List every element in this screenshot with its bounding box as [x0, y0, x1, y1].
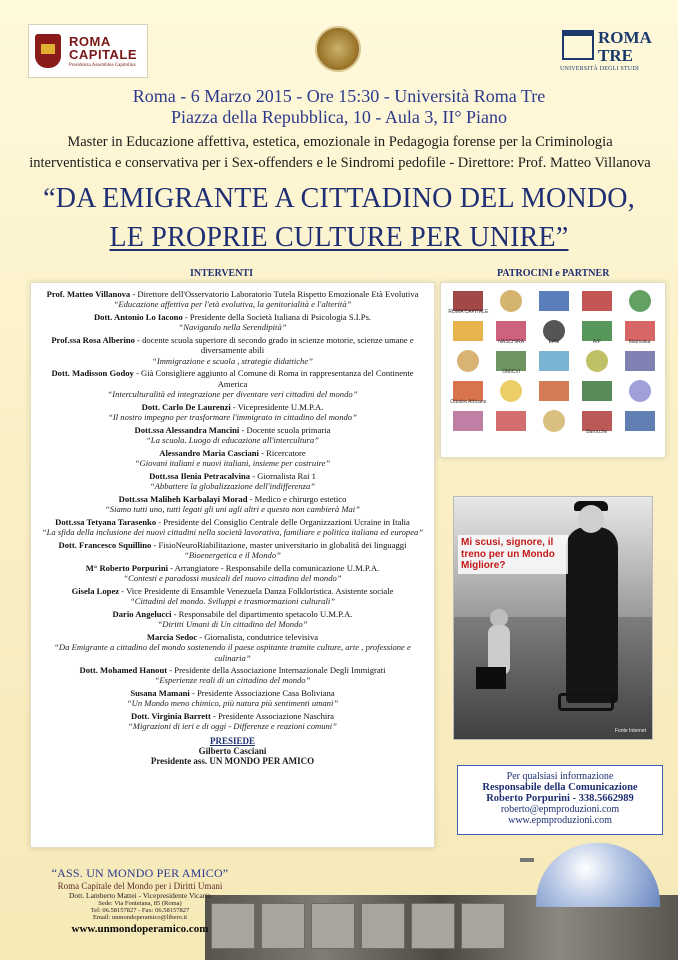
- partner-logo-mark: [496, 351, 526, 371]
- speaker-line: [37, 632, 428, 642]
- speaker-name: Susana Mamani: [130, 687, 190, 698]
- roma-tre-line1: ROMA: [598, 28, 652, 47]
- partner-logo-grid: [447, 289, 661, 433]
- speaker-line: [37, 711, 428, 721]
- speaker-role: - Vicepresidente U.M.P.A.: [230, 401, 324, 412]
- speaker-role: - Presidente della Società Italiana di Psicologia S.I.Ps.: [182, 311, 372, 322]
- partner-logo: [618, 409, 661, 433]
- partner-logo: [575, 319, 618, 343]
- association-block: [20, 866, 260, 935]
- speaker-line: [37, 402, 428, 412]
- association-phone: Tel: 06.58157827 - Fax: 06.58157827: [90, 907, 190, 914]
- partner-logo-label: Matrioska: [628, 339, 651, 345]
- speaker-entry: [37, 494, 428, 515]
- roma-crest-icon: [35, 34, 61, 68]
- partner-logo-mark: [453, 321, 483, 341]
- speaker-name: M° Roberto Porpurini: [85, 562, 168, 573]
- speaker-role: - Presidente della Associazione Internazionale Degli Immigrati: [167, 664, 386, 675]
- speaker-name: Prof. Matteo Villanova: [46, 289, 131, 299]
- speaker-quote: “La scuola. Luogo di educazione all'intercultura”: [146, 435, 319, 446]
- presiede-title: Presidente ass. UN MONDO PER AMICO: [150, 755, 315, 766]
- partner-logo-mark: [582, 291, 612, 311]
- partners-panel: [440, 282, 666, 458]
- partner-logo: [575, 379, 618, 403]
- speaker-line: [37, 471, 428, 481]
- partner-logo: [490, 349, 533, 373]
- partner-logo-mark: [629, 290, 651, 312]
- speaker-line: [37, 540, 428, 550]
- partner-logo: [575, 409, 618, 433]
- info-line-1: Per qualsiasi informazione: [506, 771, 614, 782]
- speaker-name: Dott.ssa Tetyana Tarasenko: [55, 516, 157, 527]
- roma-capitale-line1: ROMA: [69, 33, 111, 49]
- partner-logo: [533, 379, 576, 403]
- speaker-entry: [37, 540, 428, 561]
- master-line-1: Master in Educazione affettiva, estetica, emozionale in Pedagogia forense per la Criminologia: [67, 134, 613, 150]
- info-line-2: Responsabile della Comunicazione: [482, 782, 638, 793]
- main-title-line-2: LE PROPRIE CULTURE PER UNIRE”: [109, 222, 569, 253]
- speaker-name: Dott.ssa Alessandra Mancini: [134, 424, 240, 435]
- speaker-quote: “Giovani italiani e nuovi italiani, insieme per costruire”: [134, 458, 331, 469]
- partner-logo: [533, 319, 576, 343]
- speaker-line: [37, 665, 428, 675]
- speaker-name: Prof.ssa Rosa Alberino: [51, 334, 135, 345]
- partner-logo: [490, 319, 533, 343]
- speaker-quote: “Il nostro impegno per trasformare l'immigrato in cittadino del mondo”: [108, 412, 357, 423]
- speaker-quote: “Navigando nella Serendipità”: [178, 322, 287, 333]
- roma-tre-line2: TRE: [598, 46, 633, 65]
- partner-logo-mark: [457, 350, 479, 372]
- partner-logo: [533, 349, 576, 373]
- speaker-name: Dott. Francesco Squillino: [58, 539, 152, 550]
- partner-logo: [533, 289, 576, 313]
- partner-logo: [575, 289, 618, 313]
- speaker-entry: [37, 517, 428, 538]
- speaker-entry: [37, 586, 428, 607]
- speaker-role: - Ricercatore: [258, 447, 306, 458]
- partner-logo-mark: [496, 411, 526, 431]
- speaker-role: - Già Consigliere aggiunto al Comune di Roma in rappresentanza del Continente America: [133, 368, 414, 389]
- speaker-role: - Arrangiatore - Responsabile della comunicazione U.M.P.A.: [167, 562, 380, 573]
- speaker-name: Alessandro Maria Casciani: [159, 447, 259, 458]
- speaker-quote: “Immigrazione e scuola , strategie didattiche”: [152, 355, 313, 366]
- speaker-role: - Vice Presidente di Ensamble Venezuela Danza Folkloristica. Asistente sociale: [119, 585, 394, 596]
- conductor-figure: [566, 527, 618, 703]
- speaker-quote: “Migrazioni di ieri e di oggi - Differenze e reazioni comuni”: [128, 721, 337, 732]
- speaker-name: Dott. Antonio Lo Iacono: [93, 311, 183, 322]
- info-website[interactable]: www.epmproduzioni.com: [508, 815, 612, 826]
- speaker-line: [37, 289, 428, 299]
- partner-logo: [490, 379, 533, 403]
- speaker-line: [37, 688, 428, 698]
- interventi-panel: [30, 282, 435, 848]
- partner-logo: [490, 289, 533, 313]
- partner-logo-mark: [582, 321, 612, 341]
- speaker-role: - docente scuola superiore di secondo grado in scienze motorie, scienze umane e diversamente abili: [134, 334, 414, 356]
- speaker-entry: [37, 425, 428, 446]
- contact-info-box: [457, 765, 663, 835]
- interventi-heading: INTERVENTI: [190, 268, 253, 279]
- info-email[interactable]: roberto@epmproduzioni.com: [500, 804, 620, 815]
- speaker-entry: [37, 312, 428, 333]
- speaker-role: - FisioNeuroRiabilitazione, master universitario in globalità dei linguaggi: [151, 539, 407, 550]
- partner-logo-mark: [625, 411, 655, 431]
- partner-logo: [447, 409, 490, 433]
- building-icon: [562, 30, 594, 60]
- event-address-line: Piazza della Repubblica, 10 - Aula 3, II° Piano: [170, 107, 508, 127]
- presiede-name: Gilberto Casciani: [198, 745, 267, 756]
- partner-logo: [447, 289, 490, 313]
- speaker-name: Gisela Lopez: [71, 585, 120, 596]
- speaker-entry: [37, 448, 428, 469]
- speaker-line: [37, 335, 428, 356]
- center-association-logo: [308, 20, 368, 82]
- speaker-role: - Responsabile del dipartimento spetacolo U.M.P.A.: [171, 608, 353, 619]
- speaker-name: Dario Angelucci: [112, 608, 172, 619]
- partner-logo-mark: [586, 350, 608, 372]
- speaker-entry: [37, 665, 428, 686]
- association-people: Dott. Lamberto Mattei - Vicepresidente Vicario: [68, 891, 212, 900]
- partner-logo-mark: [625, 321, 655, 341]
- partner-logo: [447, 319, 490, 343]
- partner-logo: [533, 409, 576, 433]
- speaker-role: - Presidente Associazione Naschira: [210, 710, 334, 721]
- speaker-role: - Medico e chirurgo estetico: [247, 493, 347, 504]
- train-station-photo: [453, 496, 653, 740]
- partner-logo-mark: [543, 410, 565, 432]
- speaker-line: [37, 609, 428, 619]
- speaker-entry: [37, 368, 428, 399]
- speaker-quote: “Esperienze reali di un cittadino del mondo”: [154, 675, 311, 686]
- photo-source: Fonte Internet: [614, 728, 646, 734]
- partner-logo-label: NASCHIRA: [498, 339, 525, 345]
- partner-logo: [490, 409, 533, 433]
- speaker-quote: “Un Mondo meno chimico, più natura più sentimenti umani”: [126, 698, 339, 709]
- speaker-entry: [37, 402, 428, 423]
- partner-logo-mark: [453, 291, 483, 311]
- partner-logo-mark: [629, 380, 651, 402]
- partner-logo-mark: [500, 380, 522, 402]
- event-date-line: Roma - 6 Marzo 2015 - Ore 15:30 - Università Roma Tre: [132, 86, 546, 106]
- speaker-role: - Presidente Associazione Casa Boliviana: [189, 687, 335, 698]
- speaker-quote: “Diritti Umani di Un cittadino del Mondo”: [157, 619, 308, 630]
- photo-caption: Mi scusi, signore, il treno per un Mondo Migliore?: [458, 535, 568, 574]
- speaker-quote: “Cittadini del mondo. Sviluppi e trasmormazioni culturali”: [129, 596, 336, 607]
- speaker-role: - Direttore dell'Osservatorio Laboratorio Tutela Rispetto Emozionale Età Evolutiva: [130, 289, 419, 299]
- speaker-line: [37, 368, 428, 389]
- master-line-2: interventistica e conservativa per i Sex-offenders e le Sindromi pedofile - Direttore: Prof. Matteo Villanova: [29, 155, 651, 171]
- partner-logo-mark: [539, 351, 569, 371]
- partner-logo-mark: [582, 381, 612, 401]
- speaker-line: [37, 563, 428, 573]
- roma-capitale-line2: CAPITALE: [69, 46, 138, 62]
- speaker-entry: [37, 688, 428, 709]
- presiede-label: PRESIEDE: [209, 735, 255, 746]
- speaker-line: [37, 517, 428, 527]
- partner-logo-label: EPM: [548, 339, 560, 345]
- speaker-quote: “Educazione affettiva per l'età evolutiva, la genitorialità e l'alterità”: [113, 299, 352, 310]
- partner-logo: [618, 289, 661, 313]
- partner-logo: [447, 379, 490, 403]
- association-website[interactable]: www.unmondoperamico.com: [71, 923, 209, 935]
- association-address: Sede: Via Fonteiana, 85 (Roma): [98, 900, 182, 907]
- partner-logo-mark: [582, 411, 612, 431]
- speaker-role: - Giornalista, condutrice televisiva: [197, 631, 319, 642]
- speaker-name: Dott. Carlo De Laurenzi: [141, 401, 231, 412]
- speaker-quote: “Da Emigrante a cittadino del mondo sostenendo il paese ospitante tramite culture, arte , professione e culinaria”: [54, 642, 411, 663]
- roma-capitale-line3: Presidenza Assemblea Capitolina: [69, 62, 136, 68]
- partner-logo-mark: [453, 411, 483, 431]
- partner-logo-label: ROMA CAPITALE: [448, 309, 489, 315]
- speaker-role: - Presidente del Consiglio Centrale delle Organizzazioni Ucraine in Italia: [156, 516, 410, 527]
- speaker-quote: “Abbattere la globalizzazione dell'indifferenza”: [149, 481, 316, 492]
- speaker-line: [37, 494, 428, 504]
- association-name: “ASS. UN MONDO PER AMICO”: [51, 866, 229, 880]
- partner-logo-label: Ottobre Africano: [450, 399, 487, 405]
- partner-logo-mark: [453, 381, 483, 401]
- speaker-role: - Giornalista Rai 1: [250, 470, 316, 481]
- partner-logo-mark: [496, 321, 526, 341]
- airplane-icon: [520, 858, 534, 862]
- speaker-name: Dott.ssa Ilenia Petracalvina: [149, 470, 251, 481]
- speaker-entry: [37, 609, 428, 630]
- partner-logo: [575, 349, 618, 373]
- roma-tre-logo: [558, 24, 652, 78]
- speaker-entry: [37, 335, 428, 366]
- roma-tre-line3: UNIVERSITÀ DEGLI STUDI: [560, 66, 640, 72]
- speaker-name: Dott. Virginia Barrett: [131, 710, 211, 721]
- speaker-name: Dott. Madisson Godoy: [51, 368, 134, 379]
- speaker-role: - Docente scuola primaria: [239, 424, 331, 435]
- speaker-entry: [37, 711, 428, 732]
- speaker-line: [37, 586, 428, 596]
- speaker-entry: [37, 289, 428, 310]
- info-line-3: Roberto Porpurini - 338.5662989: [486, 793, 634, 804]
- globe-icon: [536, 843, 660, 907]
- speaker-quote: “La sfida della inclusione dei nuovi cittadini nella società lavorativa, familiare e politica italiana ed europea”: [41, 527, 424, 538]
- speaker-entry: [37, 471, 428, 492]
- partner-logo: [618, 349, 661, 373]
- suitcase-icon: [476, 667, 506, 689]
- partner-logo-label: Barocche: [586, 429, 608, 435]
- partner-logo: [618, 319, 661, 343]
- partner-logo-label: AIF: [592, 339, 601, 345]
- association-email[interactable]: Email: unmondoperamico@libero.it: [92, 914, 188, 921]
- speaker-line: [37, 448, 428, 458]
- speaker-name: Marcia Sedoc: [146, 631, 198, 642]
- speaker-quote: “Interculturalità ed integrazione per diventare veri cittadini del mondo”: [107, 389, 358, 400]
- partner-logo-mark: [539, 381, 569, 401]
- speaker-line: [37, 425, 428, 435]
- speaker-entry: [37, 632, 428, 663]
- partner-logo: [447, 349, 490, 373]
- partner-logo-mark: [625, 351, 655, 371]
- speaker-quote: “Siamo tutti uno, tutti legati gli uni agli altri e questo non cambierà Mai”: [105, 504, 360, 515]
- speaker-entry: [37, 563, 428, 584]
- speaker-name: Dott. Mohamed Hanout: [79, 664, 168, 675]
- main-title-line-1: “DA EMIGRANTE A CITTADINO DEL MONDO,: [43, 183, 635, 214]
- speaker-name: Dott.ssa Maliheh Karbalayi Morad: [118, 493, 248, 504]
- speaker-list: [37, 289, 428, 732]
- globe-emblem-icon: [315, 26, 361, 72]
- roma-capitale-logo: [28, 24, 148, 78]
- speaker-quote: “Contesti e paradossi musicali del nuovo cittadino del mondo”: [123, 573, 342, 584]
- partner-logo-label: OMICVI: [502, 369, 521, 375]
- partner-logo-mark: [539, 291, 569, 311]
- speaker-quote: “Bioenergetica e il Mondo”: [184, 550, 281, 561]
- partner-logo-mark: [500, 290, 522, 312]
- association-subtitle: Roma Capitale del Mondo per i Diritti Umani: [57, 881, 223, 891]
- speaker-line: [37, 312, 428, 322]
- patrocini-heading: PATROCINI e PARTNER: [497, 268, 610, 279]
- partner-logo: [618, 379, 661, 403]
